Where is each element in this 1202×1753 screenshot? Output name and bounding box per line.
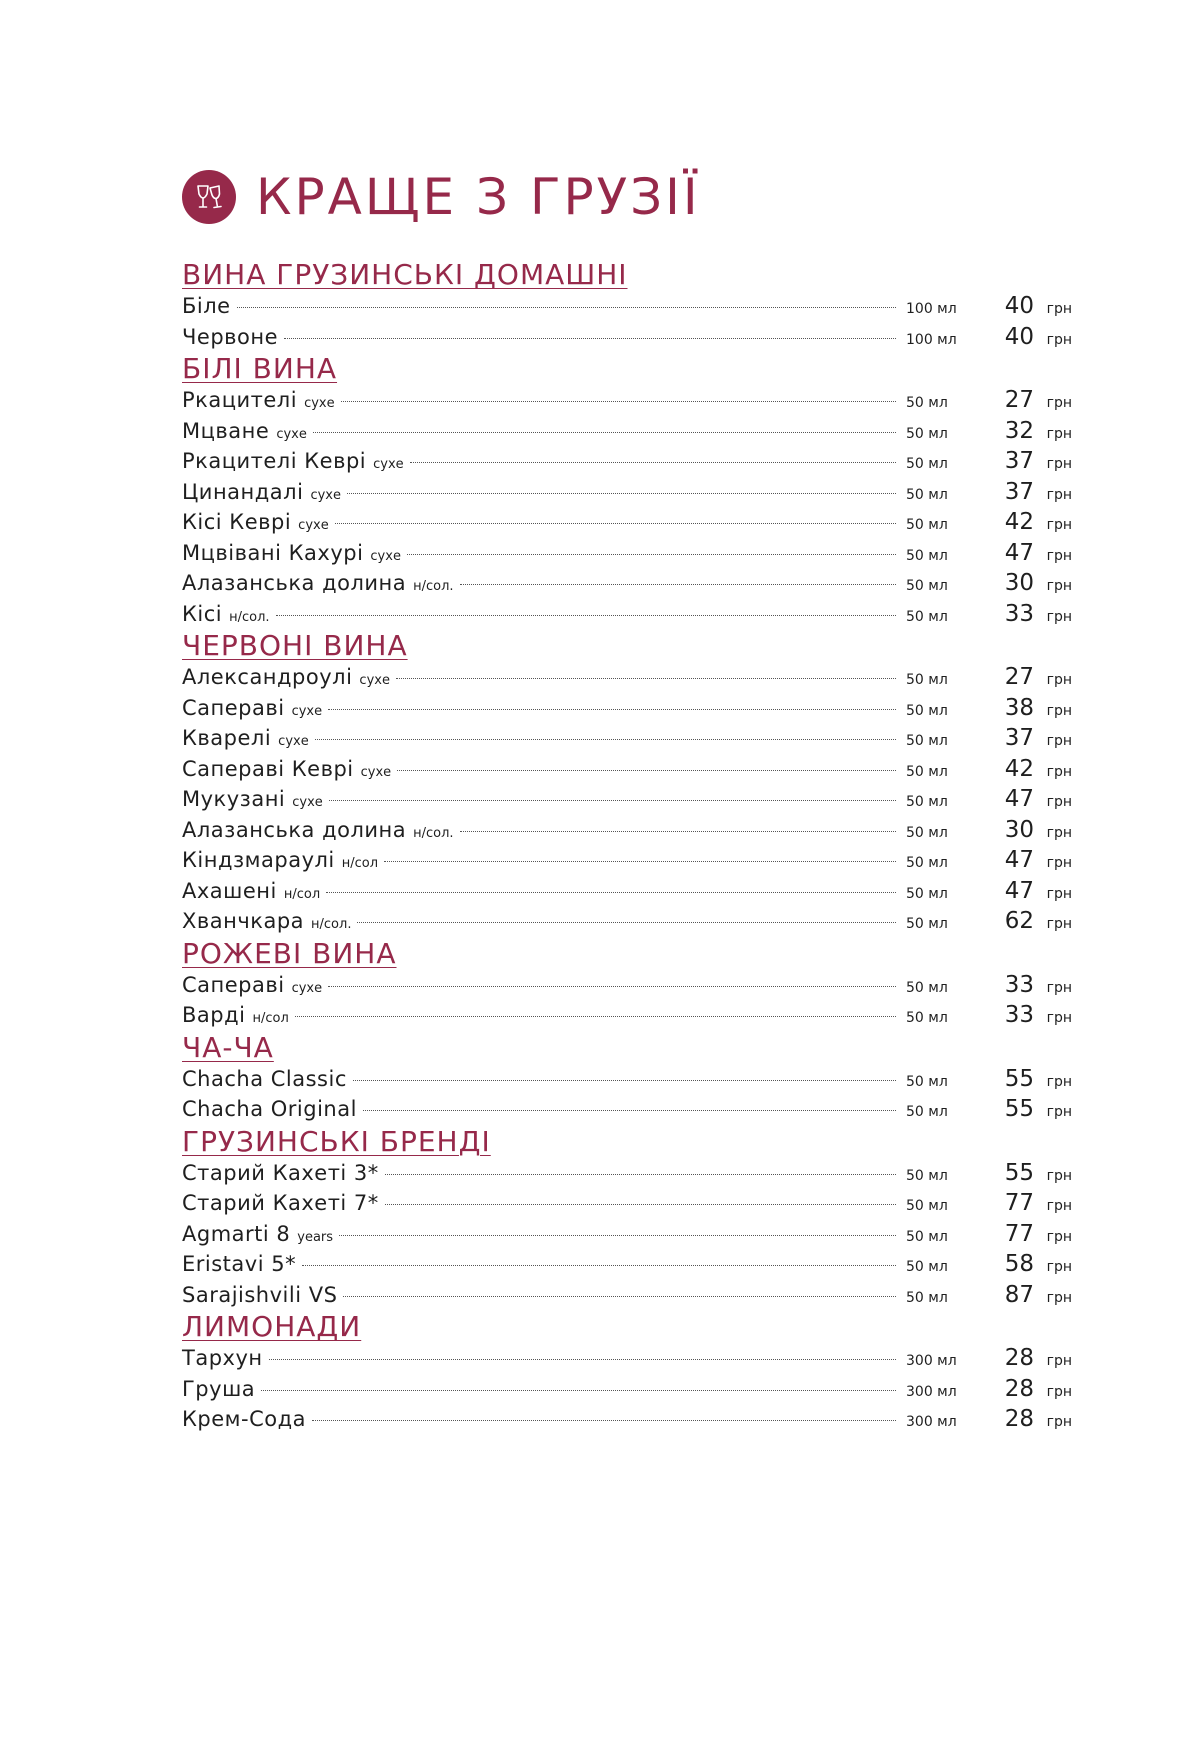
menu-item xyxy=(182,1094,1072,1125)
section-title: ГРУЗИНСЬКІ БРЕНДІ xyxy=(182,1124,491,1158)
item-name: Груша xyxy=(182,1376,256,1401)
menu-list xyxy=(182,258,1072,1435)
item-volume: 300 мл xyxy=(906,1353,957,1369)
item-name: Chacha Classic xyxy=(182,1066,347,1091)
page-title: КРАЩЕ З ГРУЗІЇ xyxy=(256,168,701,226)
item-volume: 300 мл xyxy=(906,1414,957,1430)
item-name: Ркацителі xyxy=(182,388,298,412)
item-volume: 50 мл xyxy=(906,672,948,688)
menu-item xyxy=(182,906,1072,937)
item-price: 77 xyxy=(1004,1190,1034,1216)
dot-leader xyxy=(328,709,896,710)
item-price: 55 xyxy=(1004,1096,1034,1122)
item-note: н/сол xyxy=(252,1011,289,1026)
item-note: сухе xyxy=(278,734,309,749)
item-name: Мукузані xyxy=(182,787,286,811)
dot-leader xyxy=(295,1016,896,1017)
item-name: Варді xyxy=(182,1003,246,1027)
dot-leader xyxy=(460,584,896,585)
dot-leader xyxy=(315,739,896,740)
menu-item xyxy=(182,599,1072,630)
item-currency: грн xyxy=(1046,1167,1072,1184)
menu-item xyxy=(182,416,1072,447)
dot-leader xyxy=(385,1174,896,1175)
menu-item xyxy=(182,385,1072,416)
item-volume: 50 мл xyxy=(906,1104,948,1120)
item-price: 30 xyxy=(1004,570,1034,596)
item-note: сухе xyxy=(310,487,341,503)
item-price: 28 xyxy=(1004,1406,1034,1432)
item-currency: грн xyxy=(1046,979,1072,996)
item-currency: грн xyxy=(1046,1228,1072,1245)
item-price: 55 xyxy=(1004,1065,1034,1092)
item-volume: 50 мл xyxy=(906,885,948,902)
item-price: 77 xyxy=(1004,1220,1034,1247)
dot-leader xyxy=(326,892,896,893)
item-name: Старий Кахеті 3* xyxy=(182,1160,379,1185)
item-price: 30 xyxy=(1004,816,1034,843)
menu-item xyxy=(182,1374,1072,1405)
menu-item xyxy=(182,845,1072,876)
item-note: сухе xyxy=(291,980,323,996)
dot-leader xyxy=(269,1359,896,1360)
dot-leader xyxy=(363,1110,896,1111)
item-price: 37 xyxy=(1004,478,1034,505)
item-currency: грн xyxy=(1046,578,1072,594)
item-price: 47 xyxy=(1004,786,1034,812)
item-currency: грн xyxy=(1046,608,1072,625)
item-volume: 50 мл xyxy=(906,763,948,780)
item-price: 28 xyxy=(1004,1375,1034,1402)
menu-item xyxy=(182,693,1072,724)
item-currency: грн xyxy=(1046,1104,1072,1120)
item-name: Сапераві xyxy=(182,972,285,997)
item-currency: грн xyxy=(1046,763,1072,780)
item-price: 33 xyxy=(1004,600,1034,627)
item-price: 33 xyxy=(1004,1002,1034,1028)
item-price: 55 xyxy=(1004,1159,1034,1186)
dot-leader xyxy=(460,831,896,832)
item-volume: 50 мл xyxy=(906,608,948,625)
item-currency: грн xyxy=(1046,1289,1072,1306)
menu-item xyxy=(182,1188,1072,1219)
dot-leader xyxy=(313,432,896,433)
item-price: 38 xyxy=(1004,694,1034,721)
section-title: РОЖЕВІ ВИНА xyxy=(182,936,397,970)
item-name: Sarajishvili VS xyxy=(182,1282,338,1307)
item-volume: 50 мл xyxy=(906,395,948,411)
item-currency: грн xyxy=(1046,702,1072,719)
item-price: 47 xyxy=(1004,539,1034,566)
item-currency: грн xyxy=(1046,1010,1072,1026)
item-price: 27 xyxy=(1004,387,1034,413)
menu-item xyxy=(182,1064,1072,1095)
item-volume: 50 мл xyxy=(906,794,948,810)
item-volume: 100 мл xyxy=(906,331,957,348)
dot-leader xyxy=(357,922,896,923)
item-volume: 50 мл xyxy=(906,578,948,594)
item-name: Ркацителі Кеврі xyxy=(182,449,367,473)
item-volume: 50 мл xyxy=(906,486,948,503)
item-volume: 50 мл xyxy=(906,1073,948,1090)
menu-item xyxy=(182,1000,1072,1031)
item-currency: грн xyxy=(1046,1259,1072,1275)
item-name: Червоне xyxy=(182,324,279,349)
item-price: 42 xyxy=(1004,755,1034,782)
item-price: 37 xyxy=(1004,725,1034,751)
menu-item xyxy=(182,507,1072,538)
dot-leader xyxy=(384,861,896,862)
item-price: 40 xyxy=(1004,323,1034,350)
section-title: ЧЕРВОНІ ВИНА xyxy=(182,629,408,662)
item-name: Хванчкара xyxy=(182,909,305,933)
item-currency: грн xyxy=(1046,733,1072,749)
item-name: Кварелі xyxy=(182,726,272,750)
item-name: Александроулі xyxy=(182,665,353,689)
item-currency: грн xyxy=(1046,547,1072,564)
item-note: сухе xyxy=(359,673,390,688)
item-currency: грн xyxy=(1046,331,1072,348)
dot-leader xyxy=(312,1420,896,1421)
menu-item xyxy=(182,322,1072,353)
item-volume: 50 мл xyxy=(906,1167,948,1184)
item-note: н/сол xyxy=(341,856,379,871)
item-currency: грн xyxy=(1046,1198,1072,1214)
item-currency: грн xyxy=(1046,517,1072,533)
menu-item xyxy=(182,970,1072,1001)
item-note: years xyxy=(297,1229,334,1245)
wine-glasses-icon xyxy=(182,170,236,224)
section-title: ВИНА ГРУЗИНСЬКІ ДОМАШНІ xyxy=(182,258,628,291)
item-volume: 50 мл xyxy=(906,425,948,442)
item-note: сухе xyxy=(370,548,401,564)
dot-leader xyxy=(353,1080,896,1081)
menu-item xyxy=(182,291,1072,322)
item-name: Agmarti 8 xyxy=(182,1221,291,1246)
dot-leader xyxy=(407,554,896,555)
item-note: сухе xyxy=(373,457,404,472)
item-currency: грн xyxy=(1046,916,1072,932)
menu-item xyxy=(182,1249,1072,1280)
item-currency: грн xyxy=(1046,885,1072,902)
item-volume: 50 мл xyxy=(906,824,948,841)
menu-item xyxy=(182,1343,1072,1374)
menu-item xyxy=(182,538,1072,569)
item-name: Біле xyxy=(182,294,231,318)
dot-leader xyxy=(339,1235,896,1236)
dot-leader xyxy=(396,678,896,679)
item-name: Кісі xyxy=(182,601,223,626)
item-name: Алазанська долина xyxy=(182,817,407,842)
menu-item xyxy=(182,1219,1072,1250)
item-volume: 50 мл xyxy=(906,1228,948,1245)
item-volume: 50 мл xyxy=(906,855,948,871)
item-note: н/сол. xyxy=(311,917,352,932)
item-price: 42 xyxy=(1004,509,1034,535)
dot-leader xyxy=(410,462,896,463)
dot-leader xyxy=(397,770,896,771)
item-note: сухе xyxy=(276,426,307,442)
item-note: сухе xyxy=(304,396,335,411)
item-name: Chacha Original xyxy=(182,1097,357,1121)
item-currency: грн xyxy=(1046,1383,1072,1400)
dot-leader xyxy=(261,1390,896,1391)
item-note: н/сол. xyxy=(413,825,454,841)
item-note: сухе xyxy=(298,518,329,533)
dot-leader xyxy=(347,493,896,494)
dot-leader xyxy=(302,1265,896,1266)
item-currency: грн xyxy=(1046,1353,1072,1369)
dot-leader xyxy=(284,338,896,339)
item-name: Сапераві Кеврі xyxy=(182,756,354,781)
item-currency: грн xyxy=(1046,301,1072,317)
item-volume: 50 мл xyxy=(906,1289,948,1306)
item-name: Сапераві xyxy=(182,695,285,720)
menu-item xyxy=(182,815,1072,846)
item-name: Цинандалі xyxy=(182,479,304,504)
item-currency: грн xyxy=(1046,1073,1072,1090)
item-volume: 50 мл xyxy=(906,979,948,996)
section-title: ЛИМОНАДИ xyxy=(182,1310,362,1343)
menu-item xyxy=(182,477,1072,508)
item-name: Тархун xyxy=(182,1346,263,1370)
menu-item xyxy=(182,568,1072,599)
item-price: 28 xyxy=(1004,1345,1034,1371)
item-note: сухе xyxy=(292,795,323,810)
item-volume: 50 мл xyxy=(906,547,948,564)
section-title: БІЛІ ВИНА xyxy=(182,352,338,385)
menu-item xyxy=(182,1158,1072,1189)
item-name: Старий Кахеті 7* xyxy=(182,1191,379,1215)
dot-leader xyxy=(328,986,896,987)
item-price: 33 xyxy=(1004,971,1034,998)
item-currency: грн xyxy=(1046,425,1072,442)
item-price: 40 xyxy=(1004,293,1034,319)
item-volume: 50 мл xyxy=(906,733,948,749)
menu-item xyxy=(182,754,1072,785)
item-name: Eristavi 5* xyxy=(182,1252,297,1276)
item-volume: 50 мл xyxy=(906,1010,948,1026)
item-name: Кісі Кеврі xyxy=(182,510,292,534)
item-volume: 300 мл xyxy=(906,1383,957,1400)
item-name: Крем-Сода xyxy=(182,1407,306,1431)
dot-leader xyxy=(237,307,896,308)
section-title: ЧА-ЧА xyxy=(182,1030,274,1064)
menu-item xyxy=(182,876,1072,907)
item-price: 27 xyxy=(1004,664,1034,690)
item-currency: грн xyxy=(1046,855,1072,871)
menu-item xyxy=(182,1404,1072,1435)
item-currency: грн xyxy=(1046,672,1072,688)
item-name: Ахашені xyxy=(182,878,277,903)
item-price: 62 xyxy=(1004,908,1034,934)
item-name: Мцване xyxy=(182,418,270,443)
item-price: 32 xyxy=(1004,417,1034,444)
item-price: 37 xyxy=(1004,448,1034,474)
item-currency: грн xyxy=(1046,824,1072,841)
dot-leader xyxy=(335,523,896,524)
item-volume: 50 мл xyxy=(906,456,948,472)
dot-leader xyxy=(341,401,896,402)
item-currency: грн xyxy=(1046,456,1072,472)
item-price: 87 xyxy=(1004,1281,1034,1308)
item-currency: грн xyxy=(1046,395,1072,411)
item-name: Мцвівані Кахурі xyxy=(182,540,364,565)
item-price: 58 xyxy=(1004,1251,1034,1277)
dot-leader xyxy=(385,1204,896,1205)
dot-leader xyxy=(329,800,896,801)
item-volume: 50 мл xyxy=(906,1198,948,1214)
item-note: н/сол. xyxy=(229,609,270,625)
item-note: сухе xyxy=(360,764,392,780)
item-price: 47 xyxy=(1004,877,1034,904)
item-currency: грн xyxy=(1046,1414,1072,1430)
item-note: н/сол xyxy=(283,886,321,902)
page-header xyxy=(182,170,701,224)
dot-leader xyxy=(343,1296,896,1297)
item-currency: грн xyxy=(1046,794,1072,810)
dot-leader xyxy=(276,615,896,616)
item-price: 47 xyxy=(1004,847,1034,873)
menu-item xyxy=(182,723,1072,754)
item-volume: 50 мл xyxy=(906,1259,948,1275)
item-currency: грн xyxy=(1046,486,1072,503)
menu-item xyxy=(182,784,1072,815)
item-volume: 100 мл xyxy=(906,301,957,317)
item-note: н/сол. xyxy=(413,579,454,594)
item-volume: 50 мл xyxy=(906,517,948,533)
item-name: Алазанська долина xyxy=(182,571,407,595)
item-volume: 50 мл xyxy=(906,916,948,932)
menu-item xyxy=(182,446,1072,477)
menu-item xyxy=(182,1280,1072,1311)
item-note: сухе xyxy=(291,703,323,719)
item-volume: 50 мл xyxy=(906,702,948,719)
item-name: Кіндзмараулі xyxy=(182,848,335,872)
menu-item xyxy=(182,662,1072,693)
